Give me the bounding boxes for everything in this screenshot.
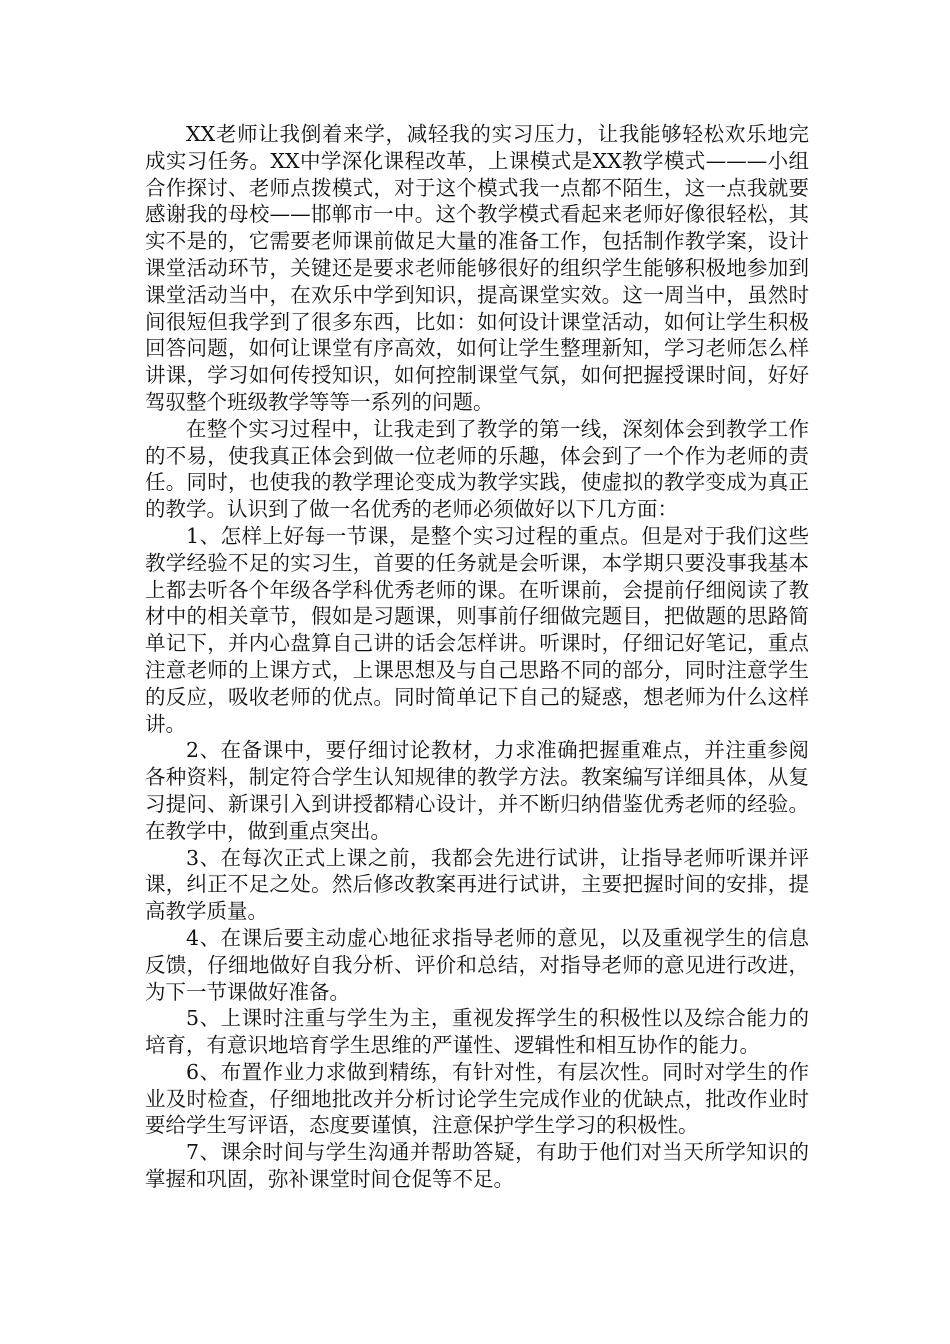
document-body [145, 121, 809, 1193]
paragraph-3: 1、怎样上好每一节课，是整个实习过程的重点。但是对于我们这些教学经验不足的实习生，首要的任务就是会听课，本学期只要没事我基本上都去听各个年级各学科优秀老师的课。在听课前，会提前仔细阅读了教材中的相关章节，假如是习题课，则事前仔细做完题目，把做题的思路简单记下，并内心盘算自己讲的话会怎样讲。听课时，仔细记好笔记，重点注意老师的上课方式，上课思想及与自己思路不同的部分，同时注意学生的反应，吸收老师的优点。同时简单记下自己的疑惑，想老师为什么这样讲。 [145, 523, 809, 736]
paragraph-7: 5、上课时注重与学生为主，重视发挥学生的积极性以及综合能力的培育，有意识地培育学生思维的严谨性、逻辑性和相互协作的能力。 [145, 1006, 809, 1058]
paragraph-9: 7、课余时间与学生沟通并帮助答疑，有助于他们对当天所学知识的掌握和巩固，弥补课堂时间仓促等不足。 [145, 1140, 809, 1192]
paragraph-5: 3、在每次正式上课之前，我都会先进行试讲，让指导老师听课并评课，纠正不足之处。然后修改教案再进行试讲，主要把握时间的安排，提高教学质量。 [145, 845, 809, 924]
paragraph-6: 4、在课后要主动虚心地征求指导老师的意见，以及重视学生的信息反馈，仔细地做好自我分析、评价和总结，对指导老师的意见进行改进，为下一节课做好准备。 [145, 925, 809, 1004]
paragraph-4: 2、在备课中，要仔细讨论教材，力求准确把握重难点，并注重参阅各种资料，制定符合学生认知规律的教学方法。教案编写详细具体，从复习提问、新课引入到讲授都精心设计，并不断归纳借鉴优秀老师的经验。在教学中，做到重点突出。 [145, 738, 809, 843]
paragraph-1: XX老师让我倒着来学，减轻我的实习压力，让我能够轻松欢乐地完成实习任务。XX中学深化课程改革，上课模式是XX教学模式———小组合作探讨、老师点拨模式，对于这个模式我一点都不陌生，这一点我就要感谢我的母校——邯郸市一中。这个教学模式看起来老师好像很轻松，其实不是的，它需要老师课前做足大量的准备工作，包括制作教学案，设计课堂活动环节，关键还是要求老师能够很好的组织学生能够积极地参加到课堂活动当中，在欢乐中学到知识，提高课堂实效。这一周当中，虽然时间很短但我学到了很多东西，比如：如何设计课堂活动，如何让学生积极回答问题，如何让课堂有序高效，如何让学生整理新知，学习老师怎么样讲课，学习如何传授知识，如何控制课堂气氛，如何把握授课时间，好好驾驭整个班级教学等等一系列的问题。 [145, 122, 809, 414]
paragraph-2: 在整个实习过程中，让我走到了教学的第一线，深刻体会到教学工作的不易，使我真正体会到做一位老师的乐趣，体会到了一个作为老师的责任。同时，也使我的教学理论变成为教学实践，使虚拟的教学变成为真正的教学。认识到了做一名优秀的老师必须做好以下几方面： [145, 416, 809, 522]
paragraph-8: 6、布置作业力求做到精练，有针对性，有层次性。同时对学生的作业及时检查，仔细地批改并分析讨论学生完成作业的优缺点，批改作业时要给学生写评语，态度要谨慎，注意保护学生学习的积极性。 [145, 1059, 809, 1138]
